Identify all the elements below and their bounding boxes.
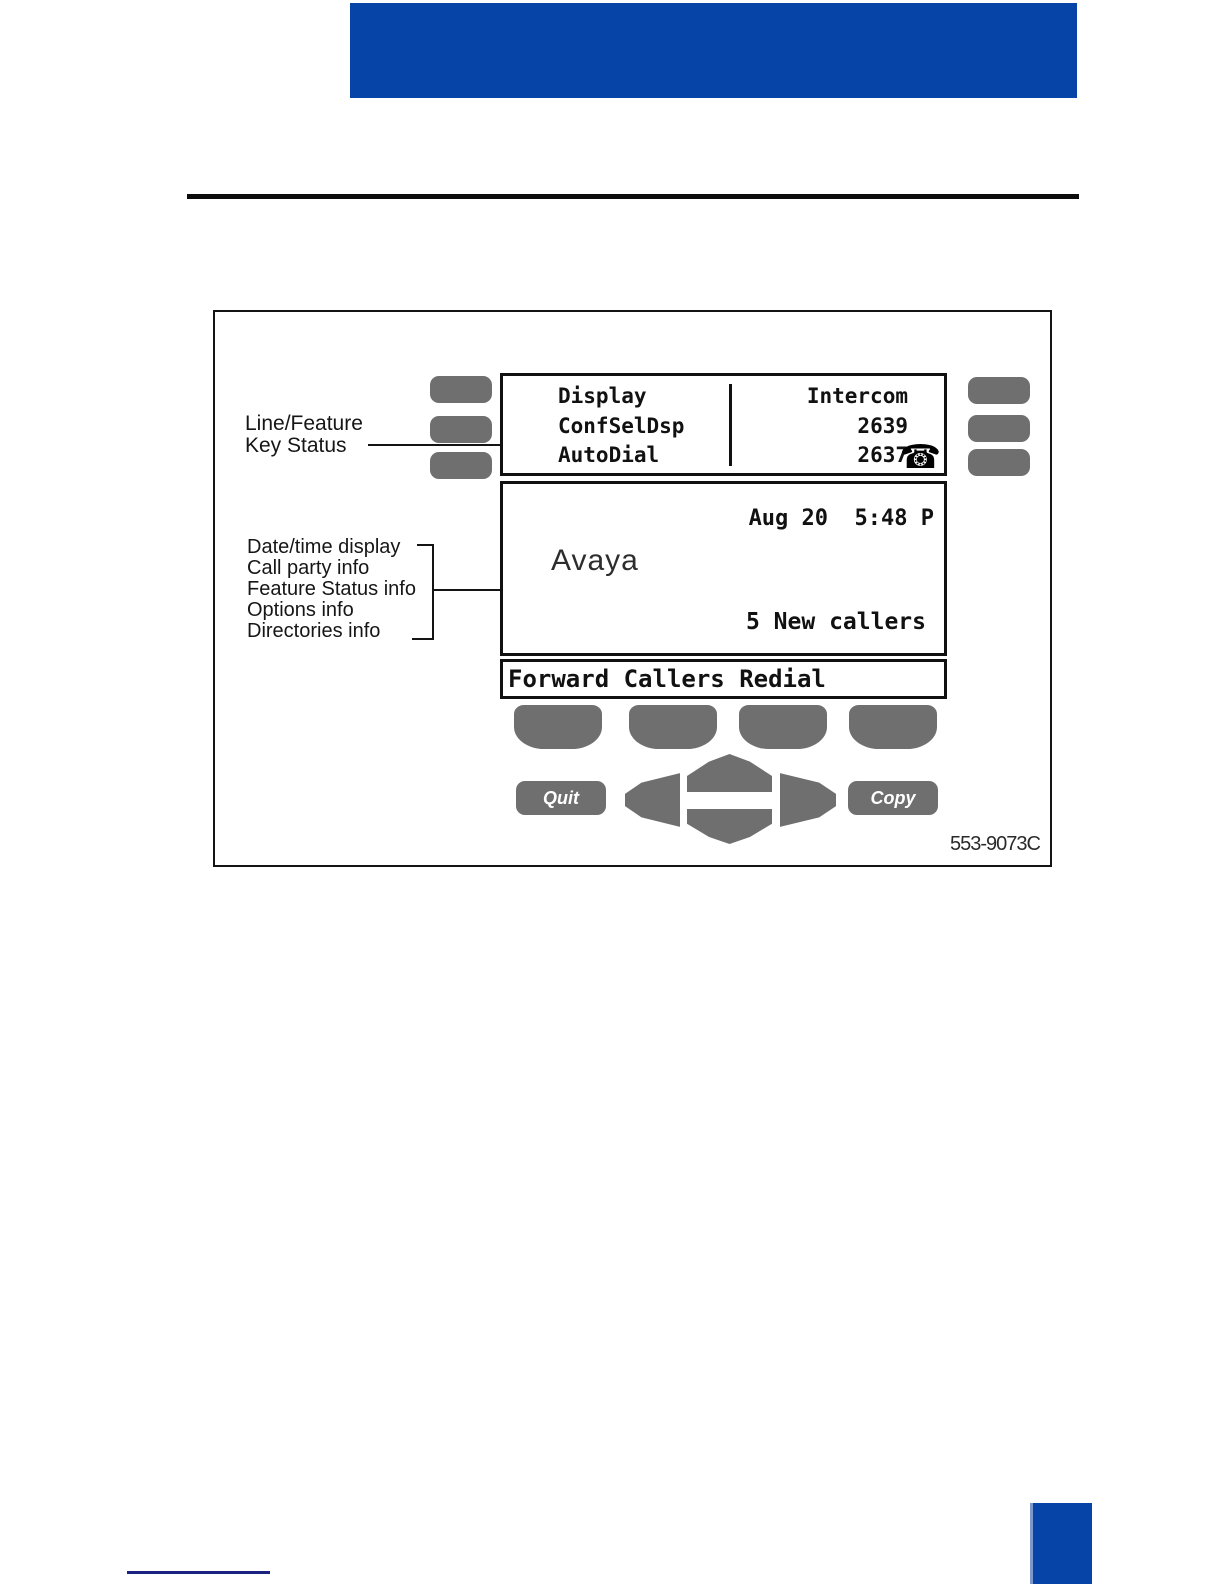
lcd-new-callers: 5 New callers bbox=[745, 609, 926, 635]
line-key-label: ConfSelDsp bbox=[558, 414, 685, 438]
callout-line-feature-line1: Line/Feature bbox=[245, 412, 363, 435]
callout-display-info bbox=[247, 537, 416, 642]
line-key-left-2 bbox=[430, 416, 492, 443]
lcd-line-key-row bbox=[503, 414, 944, 440]
figure-code: 553-9073C bbox=[950, 833, 1040, 855]
callout-call-party-info: Call party info bbox=[247, 557, 370, 579]
line-key-value: Intercom bbox=[806, 384, 908, 408]
nav-up-arrow bbox=[687, 754, 772, 792]
footer-accent-line bbox=[127, 1571, 270, 1574]
callout-line-feature-line2: Key Status bbox=[245, 434, 347, 457]
line-key-right-2 bbox=[968, 415, 1030, 442]
chapter-header-bar bbox=[350, 3, 1077, 98]
callout-line-feature-key-status bbox=[245, 413, 363, 457]
lcd-softkey-labels: Forward Callers Redial bbox=[500, 659, 947, 699]
callout-directories-info: Directories info bbox=[247, 620, 381, 642]
nav-left-arrow bbox=[625, 772, 680, 828]
copy-button: Copy bbox=[848, 781, 938, 815]
phone-display-figure bbox=[213, 310, 1052, 867]
nav-down-arrow bbox=[687, 809, 772, 844]
softkey-button-4 bbox=[849, 705, 937, 749]
softkey-button-1 bbox=[514, 705, 602, 749]
softkey-button-2 bbox=[629, 705, 717, 749]
lcd-party-name: Avaya bbox=[551, 544, 639, 577]
line-key-label: AutoDial bbox=[558, 443, 660, 467]
callout-pointer-line bbox=[368, 444, 502, 446]
callout-bracket-vertical bbox=[432, 544, 434, 640]
line-key-value: 2639 bbox=[857, 414, 908, 438]
callout-feature-status-info: Feature Status info bbox=[247, 578, 416, 600]
line-key-left-1 bbox=[430, 376, 492, 403]
lcd-datetime: Aug 20 5:48 P bbox=[748, 506, 934, 531]
lcd-line-key-area bbox=[500, 373, 947, 476]
footer-accent-block bbox=[1030, 1503, 1092, 1584]
lcd-line-key-row bbox=[503, 384, 944, 410]
line-key-right-1 bbox=[968, 377, 1030, 404]
lcd-main-display bbox=[500, 481, 947, 656]
softkey-button-3 bbox=[739, 705, 827, 749]
telephone-icon: ☎ bbox=[899, 437, 941, 476]
nav-right-arrow bbox=[780, 772, 836, 828]
quit-button: Quit bbox=[516, 781, 606, 815]
lcd-line-key-row bbox=[503, 443, 944, 469]
line-key-label: Display bbox=[558, 384, 647, 408]
section-divider-rule bbox=[187, 194, 1079, 199]
callout-options-info: Options info bbox=[247, 599, 354, 621]
callout-bracket-top-tick bbox=[417, 544, 434, 546]
line-key-value: 2637 bbox=[857, 443, 908, 467]
callout-bracket-bottom-tick bbox=[412, 638, 434, 640]
callout-bracket-pointer-line bbox=[432, 589, 502, 591]
line-key-left-3 bbox=[430, 452, 492, 479]
line-key-right-3 bbox=[968, 449, 1030, 476]
callout-datetime-display: Date/time display bbox=[247, 536, 401, 558]
